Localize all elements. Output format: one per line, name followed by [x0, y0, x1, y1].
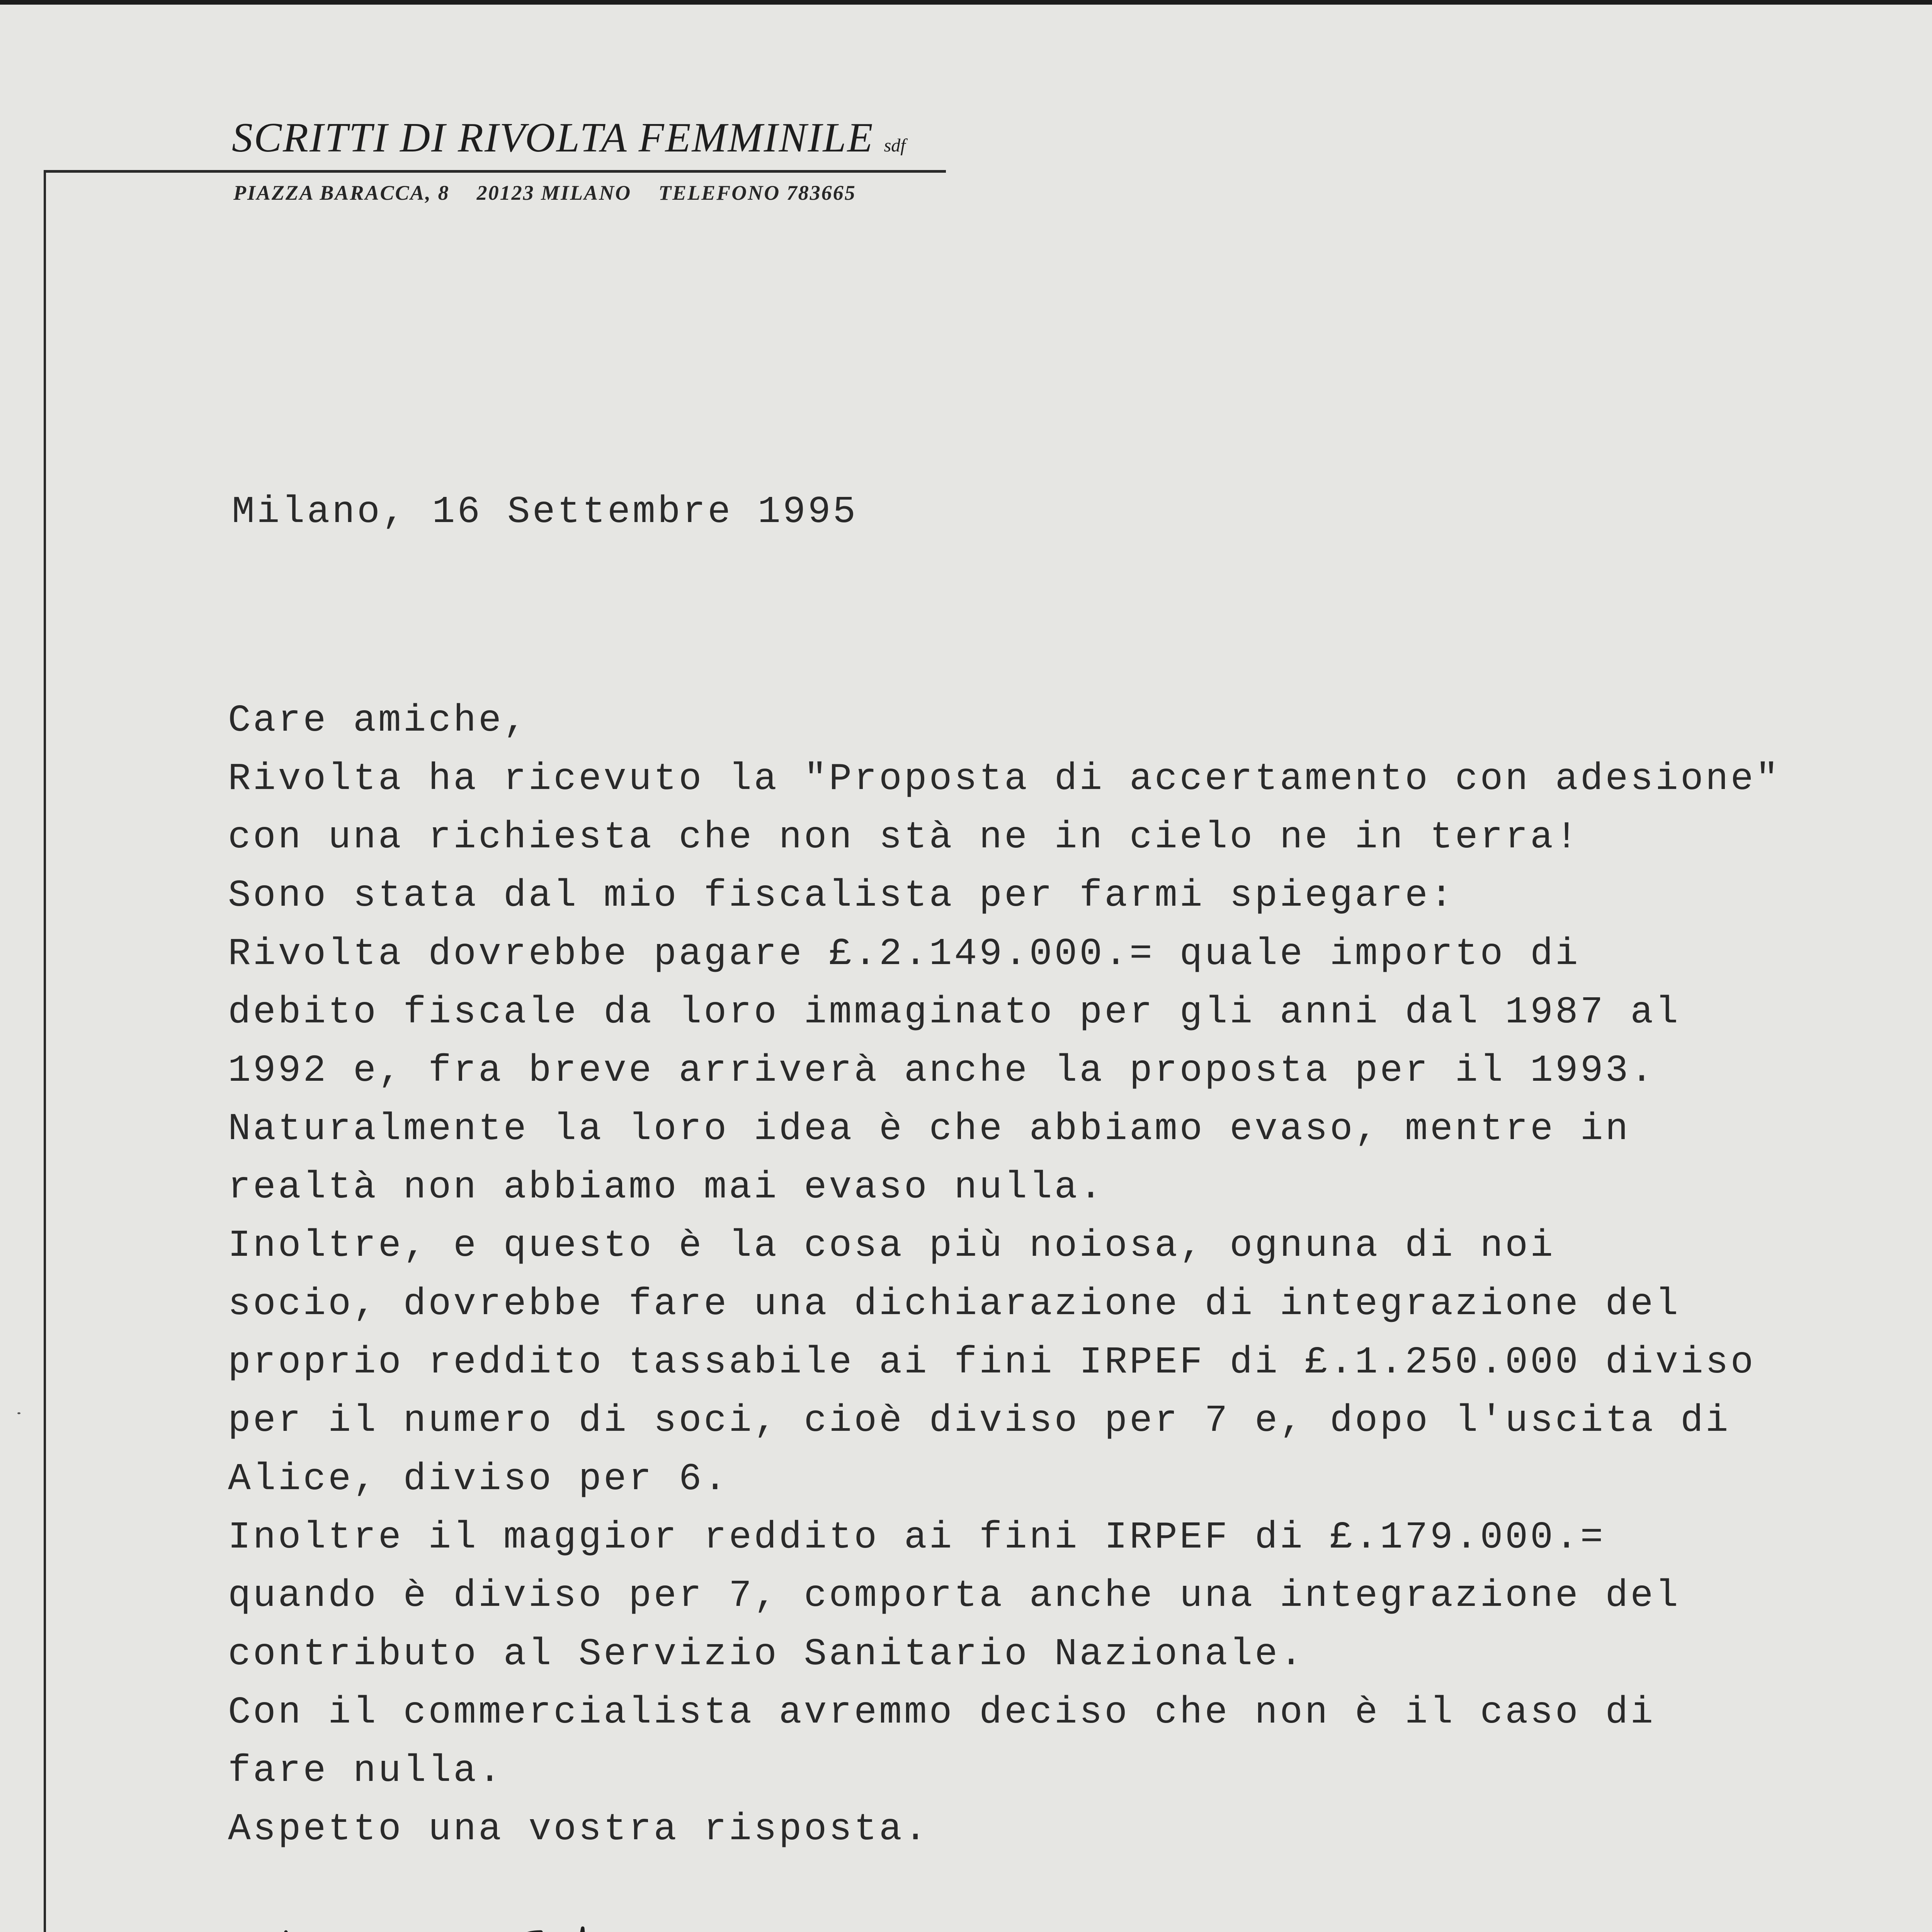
- body-line: Alice, diviso per 6.: [228, 1458, 729, 1501]
- letter-body: [228, 692, 1781, 1859]
- letterhead-street: PIAZZA BARACCA, 8: [233, 181, 450, 204]
- body-line: Sono stata dal mio fiscalista per farmi spiegare:: [228, 874, 1455, 917]
- letterhead-title: [232, 114, 906, 162]
- body-line: Inoltre il maggior reddito ai fini IRPEF di £.179.000.=: [228, 1516, 1605, 1559]
- letterhead-rule: [44, 170, 946, 173]
- letterhead-phone: TELEFONO 783665: [658, 181, 856, 204]
- letter-date: Milano, 16 Settembre 1995: [232, 491, 858, 534]
- body-line: proprio reddito tassabile ai fini IRPEF di £.1.250.000 diviso: [228, 1341, 1756, 1384]
- handwritten-notes: [247, 1909, 1677, 1932]
- body-line: Inoltre, e questo è la cosa più noiosa, ognuna di noi: [228, 1225, 1555, 1267]
- body-line: debito fiscale da loro immaginato per gli anni dal 1987 al: [228, 991, 1680, 1034]
- handwritten-closing: [263, 1928, 649, 1932]
- letterhead-address: [233, 181, 856, 205]
- body-line: per il numero di soci, cioè diviso per 7 e, dopo l'uscita di: [228, 1400, 1731, 1442]
- body-line: Naturalmente la loro idea è che abbiamo evaso, mentre in: [228, 1108, 1631, 1151]
- body-line: Con il commercialista avremmo deciso che non è il caso di: [228, 1691, 1656, 1734]
- page-top-edge: [0, 0, 1932, 5]
- body-line: socio, dovrebbe fare una dichiarazione di integrazione del: [228, 1283, 1680, 1326]
- body-line: Rivolta ha ricevuto la "Proposta di accertamento con adesione": [228, 758, 1781, 801]
- body-line: Rivolta dovrebbe pagare £.2.149.000.= quale importo di: [228, 933, 1580, 976]
- body-line: quando è diviso per 7, comporta anche una integrazione del: [228, 1575, 1680, 1617]
- body-line: fare nulla.: [228, 1750, 503, 1793]
- body-line: Aspetto una vostra risposta.: [228, 1808, 929, 1851]
- paper-speck: [17, 1412, 20, 1414]
- margin-rule: [44, 172, 46, 1932]
- body-line: con una richiesta che non stà ne in cielo ne in terra!: [228, 816, 1580, 859]
- body-line: contributo al Servizio Sanitario Nazionale.: [228, 1633, 1305, 1676]
- letterhead-mark: sdf: [884, 135, 906, 156]
- body-line: Care amiche,: [228, 699, 529, 742]
- body-line: 1992 e, fra breve arriverà anche la proposta per il 1993.: [228, 1049, 1656, 1092]
- body-line: realtà non abbiamo mai evaso nulla.: [228, 1166, 1105, 1209]
- letterhead-city: 20123 MILANO: [476, 181, 632, 204]
- letterhead-title-text: SCRITTI DI RIVOLTA FEMMINILE: [232, 115, 874, 161]
